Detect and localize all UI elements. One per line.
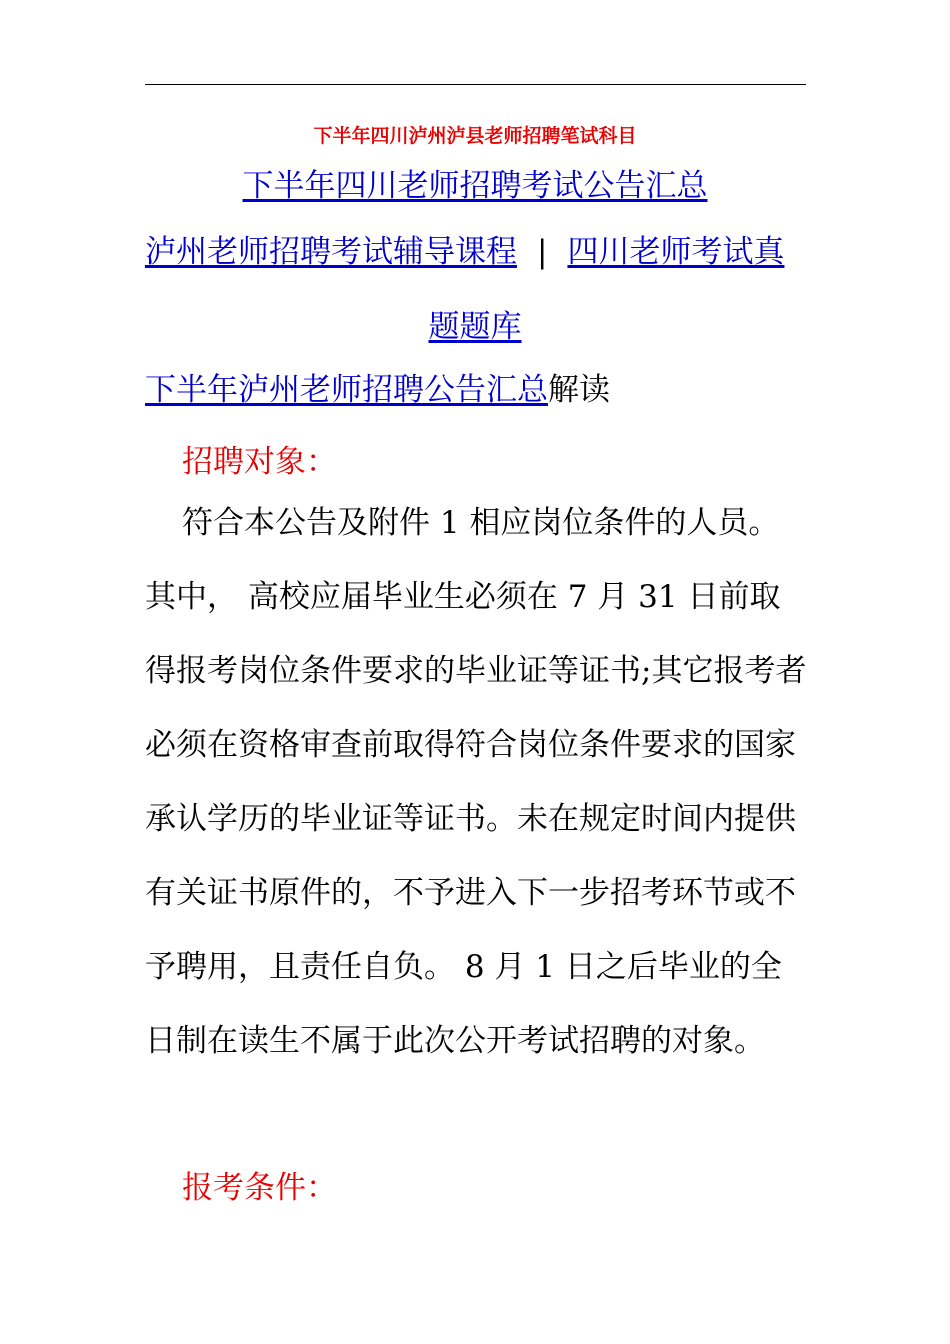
application-conditions-heading: 报考条件： [182, 1170, 337, 1206]
question-bank-link-continued[interactable]: 题题库 [428, 309, 522, 345]
summary-link[interactable]: 下半年四川老师招聘考试公告汇总 [242, 168, 708, 204]
local-link-row [145, 368, 610, 412]
local-announcement-link[interactable]: 下半年泸州老师招聘公告汇总 [145, 372, 548, 408]
document-title: 下半年四川泸州泸县老师招聘笔试科目 [313, 125, 637, 147]
question-bank-link-continued-row [0, 305, 950, 349]
link-separator: | [537, 234, 548, 270]
recruitment-target-paragraph: 符合本公告及附件 1 相应岗位条件的人员。其中， 高校应届毕业生必须在 7 月 31 日前取得报考岗位条件要求的毕业证等证书;其它报考者必须在资格审查前取得符合岗位条件要求的国家承认学历的毕业证等证书。未在规定时间内提供有关证书原件的，不予进入下一步招考环节或不予聘用，且责任自负。 8 月 1 日之后毕业的全日制在读生不属于此次公开考试招聘的对象。 [145, 505, 807, 1059]
summary-link-row [0, 164, 950, 208]
recruitment-target-heading: 招聘对象： [182, 444, 337, 480]
local-link-suffix: 解读 [548, 372, 610, 408]
header-rule [145, 84, 806, 85]
question-bank-link[interactable]: 四川老师考试真 [567, 234, 785, 270]
course-link[interactable]: 泸州老师招聘考试辅导课程 [145, 234, 517, 270]
course-bank-link-row [145, 230, 806, 274]
